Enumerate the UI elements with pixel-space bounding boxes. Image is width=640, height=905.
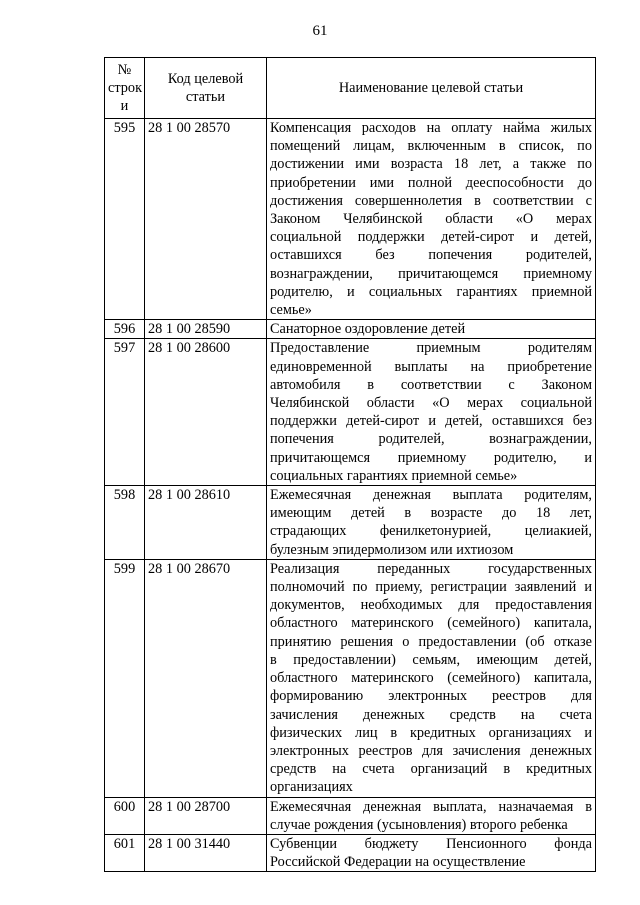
- target-name-line: социальной поддержки детей-сирот и детей,: [270, 229, 592, 246]
- table-row: [105, 559, 596, 797]
- table-row: [105, 834, 596, 871]
- target-name-line: достижении ими возраста 18 лет, а также по: [270, 156, 592, 173]
- target-name-line: причитающемся приемному родителю, и: [270, 449, 592, 466]
- table-header-row: [105, 58, 596, 119]
- target-name-line: поддержки детей-сирот и детей, оставшихся без: [270, 413, 592, 430]
- target-code: 28 1 00 28670: [145, 559, 267, 797]
- target-name-line: Ежемесячная денежная выплата родителям,: [270, 487, 592, 504]
- target-name-line: родителю, и социальных гарантиях приемной: [270, 283, 592, 300]
- target-code: 28 1 00 28570: [145, 119, 267, 320]
- target-name-line: документов, необходимых для предоставления: [270, 597, 592, 614]
- table-row: [105, 486, 596, 560]
- target-name-line: автомобиля в соответствии с Законом: [270, 376, 592, 393]
- target-name-line: полномочий по приему, регистрации заявлений и: [270, 579, 592, 596]
- header-row-number-line: и: [120, 98, 129, 115]
- target-name-line: областного материнского (семейного) капитала,: [270, 670, 592, 687]
- row-number: 600: [105, 797, 145, 834]
- row-number: 601: [105, 834, 145, 871]
- target-code: 28 1 00 28610: [145, 486, 267, 560]
- row-number: 595: [105, 119, 145, 320]
- table-row: [105, 119, 596, 320]
- table-row: [105, 797, 596, 834]
- budget-codes-table: [104, 57, 596, 872]
- target-name-line: Санаторное оздоровление детей: [270, 321, 466, 338]
- target-name-line: булезным эпидермолизом или ихтиозом: [270, 541, 514, 558]
- table-row: [105, 339, 596, 486]
- target-name-line: физических лиц в кредитных организациях и: [270, 724, 592, 741]
- target-name-line: приобретении ими полной дееспособности до: [270, 174, 592, 191]
- header-name: Наименование целевой статьи: [267, 58, 596, 119]
- target-name-line: единовременной выплаты на приобретение: [270, 358, 592, 375]
- target-name-line: социальных гарантиях приемной семье»: [270, 467, 518, 484]
- target-name: [267, 339, 596, 486]
- page-number: 61: [312, 23, 328, 39]
- target-name-line: помещений лицам, включенным в список, по: [270, 138, 592, 155]
- target-name-line: оставшихся без попечения родителей,: [270, 247, 592, 264]
- target-name-line: в предоставлении) семьям, имеющим детей,: [270, 651, 592, 668]
- target-name-line: вознаграждении, причитающемся приемному: [270, 265, 592, 282]
- target-name-line: попечения родителей, вознаграждении,: [270, 431, 592, 448]
- target-name-line: Челябинской области «О мерах социальной: [270, 395, 592, 412]
- target-name-line: зачисления денежных средств на счета: [270, 706, 592, 723]
- target-name-line: формированию электронных реестров для: [270, 688, 592, 705]
- target-name-line: Предоставление приемным родителям: [270, 340, 592, 357]
- target-name: [267, 119, 596, 320]
- target-name-line: Законом Челябинской области «О мерах: [270, 211, 592, 228]
- target-name-line: Реализация переданных государственных: [270, 560, 592, 577]
- target-code: 28 1 00 28590: [145, 320, 267, 339]
- row-number: 598: [105, 486, 145, 560]
- header-code: [145, 58, 267, 119]
- target-code: 28 1 00 28700: [145, 797, 267, 834]
- target-name-line: семье»: [270, 302, 312, 319]
- target-code: 28 1 00 28600: [145, 339, 267, 486]
- target-name-line: Субвенции бюджету Пенсионного фонда: [270, 835, 592, 852]
- header-row-number: [105, 58, 145, 119]
- target-name: [267, 320, 596, 339]
- table-row: [105, 320, 596, 339]
- header-row-number-line: строк: [108, 79, 143, 96]
- target-name-line: организациях: [270, 779, 353, 796]
- target-name-line: Компенсация расходов на оплату найма жилых: [270, 120, 592, 136]
- target-name: [267, 797, 596, 834]
- target-name-line: случае рождения (усыновления) второго ребенка: [270, 816, 568, 833]
- target-code: 28 1 00 31440: [145, 834, 267, 871]
- target-name-line: принятию решения о предоставлении (об отказе: [270, 633, 592, 650]
- target-name-line: областного материнского (семейного) капитала,: [270, 615, 592, 632]
- target-name: [267, 559, 596, 797]
- target-name-line: страдающих фенилкетонурией, целиакией,: [270, 523, 592, 540]
- target-name-line: электронных реестров для зачисления денежных: [270, 742, 592, 759]
- target-name-line: средств на счета организаций в кредитных: [270, 761, 592, 778]
- row-number: 599: [105, 559, 145, 797]
- header-code-line: статьи: [185, 89, 226, 105]
- target-name-line: достижения совершеннолетия в соответствии с: [270, 192, 592, 209]
- row-number: 596: [105, 320, 145, 339]
- target-name-line: Российской Федерации на осуществление: [270, 854, 526, 871]
- header-row-number-line: №: [117, 61, 132, 78]
- row-number: 597: [105, 339, 145, 486]
- target-name: [267, 486, 596, 560]
- header-code-line: Код целевой: [167, 70, 244, 87]
- target-name-line: Ежемесячная денежная выплата, назначаемая в: [270, 798, 592, 815]
- target-name-line: имеющим детей в возрасте до 18 лет,: [270, 505, 592, 522]
- target-name: [267, 834, 596, 871]
